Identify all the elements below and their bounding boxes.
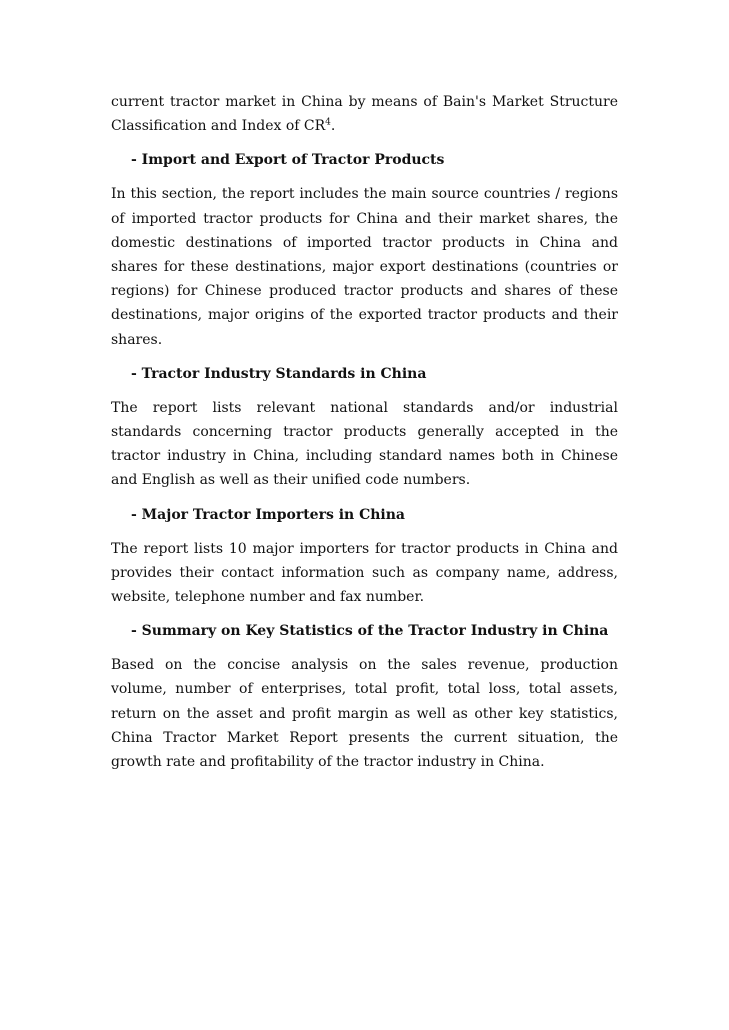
section-body-importers: The report lists 10 major importers for tractor products in China and provides their contact information such as company name, address, website, telephone number and fax number. bbox=[111, 540, 618, 606]
document-page bbox=[111, 90, 618, 784]
intro-text-end: . bbox=[330, 118, 336, 135]
section-heading-importers: - Major Tractor Importers in China bbox=[131, 506, 405, 523]
intro-text: current tractor market in China by means of Bain's Market Structure Classification and Index of CR bbox=[111, 94, 618, 135]
section-body-import-export: In this section, the report includes the main source countries / regions of imported tractor products for China and their market shares, the domestic destinations of imported tractor products in China and shares for these destinations, major export destinations (countries or regions) for Chinese produced tractor products and shares of these destinations, major origins of the exported tractor products and their shares. bbox=[111, 186, 618, 348]
section-heading-import-export: - Import and Export of Tractor Products bbox=[131, 152, 445, 169]
section-heading-summary: - Summary on Key Statistics of the Tractor Industry in China bbox=[131, 623, 609, 640]
intro-paragraph bbox=[111, 90, 618, 138]
section-body-standards: The report lists relevant national standards and/or industrial standards concerning tractor products generally accepted in the tractor industry in China, including standard names both in Chinese and English as well as their unified code numbers. bbox=[111, 399, 618, 489]
section-heading-standards: - Tractor Industry Standards in China bbox=[131, 365, 427, 382]
section-body-summary: Based on the concise analysis on the sales revenue, production volume, number of enterprises, total profit, total loss, total assets, return on the asset and profit margin as well as other key statistics, China Tractor Market Report presents the current situation, the growth rate and profitability of the tractor industry in China. bbox=[111, 657, 618, 771]
cr-superscript: 4 bbox=[325, 117, 331, 128]
